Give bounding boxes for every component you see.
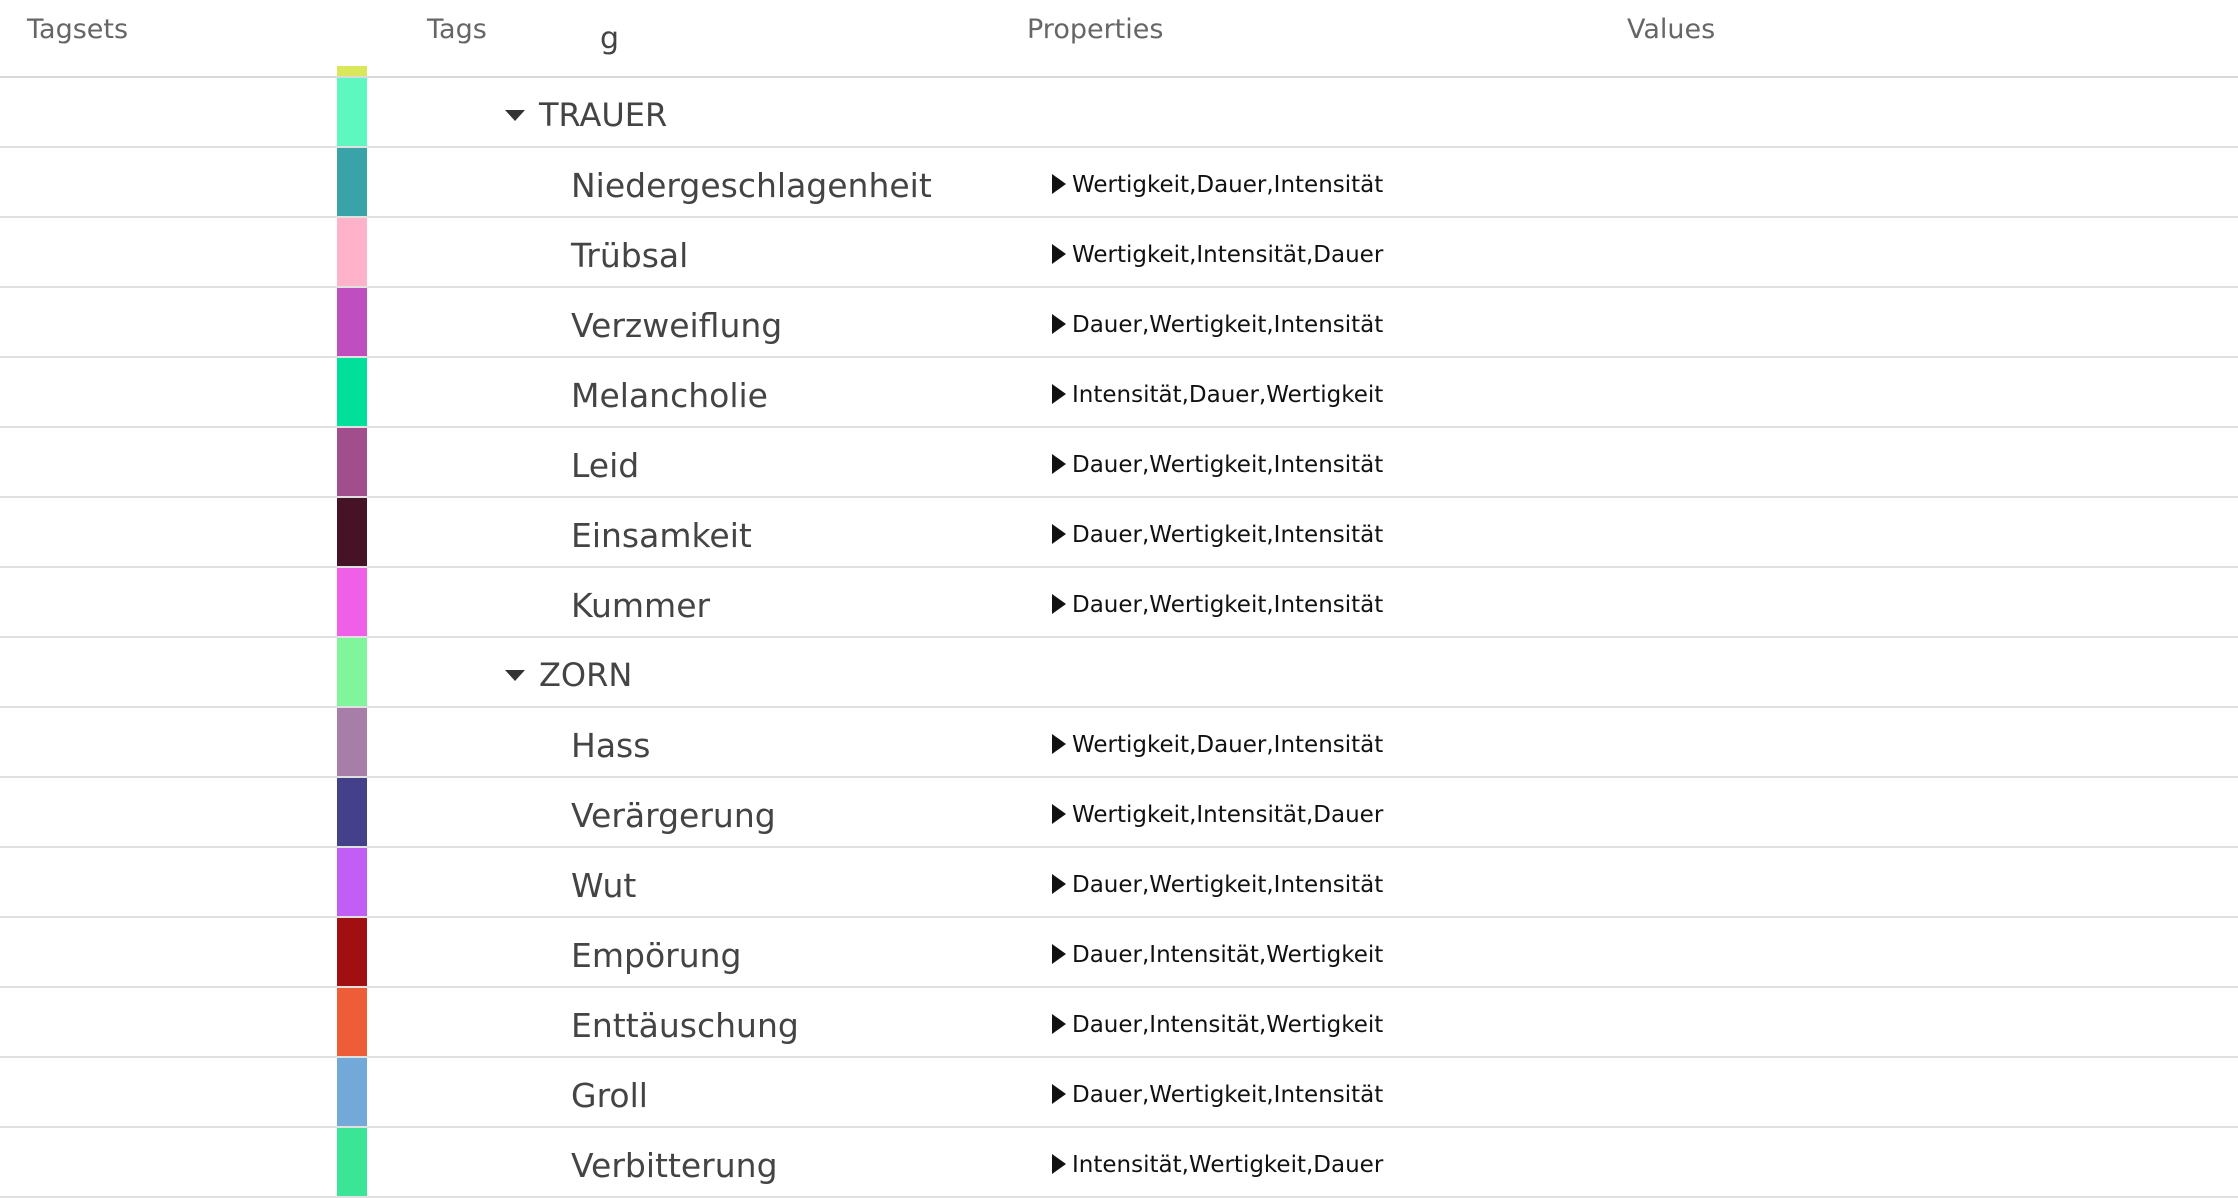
table-header: [0, 0, 2238, 78]
expand-triangle-icon[interactable]: [1052, 1154, 1066, 1174]
column-header-values[interactable]: Values: [1627, 14, 1716, 45]
properties-toggle[interactable]: [1052, 382, 1383, 408]
collapse-caret-icon[interactable]: [505, 110, 525, 121]
tag-row[interactable]: [0, 988, 2238, 1058]
collapse-caret-icon[interactable]: [505, 670, 525, 681]
tag-row[interactable]: [0, 778, 2238, 848]
tag-label: Trübsal: [571, 236, 689, 275]
tag-row[interactable]: [0, 568, 2238, 638]
properties-list: Dauer,Wertigkeit,Intensität: [1072, 452, 1384, 478]
tag-color-swatch[interactable]: [337, 708, 367, 776]
tag-row[interactable]: [0, 358, 2238, 428]
expand-triangle-icon[interactable]: [1052, 1084, 1066, 1104]
column-header-tags[interactable]: Tags: [427, 14, 487, 45]
properties-toggle[interactable]: [1052, 592, 1383, 618]
tag-color-swatch[interactable]: [337, 848, 367, 916]
properties-toggle[interactable]: [1052, 802, 1383, 828]
tag-row[interactable]: [0, 918, 2238, 988]
expand-triangle-icon[interactable]: [1052, 524, 1066, 544]
tag-row[interactable]: [0, 1128, 2238, 1198]
properties-toggle[interactable]: [1052, 942, 1383, 968]
expand-triangle-icon[interactable]: [1052, 174, 1066, 194]
tag-label: Leid: [571, 446, 640, 485]
properties-list: Dauer,Wertigkeit,Intensität: [1072, 312, 1384, 338]
properties-list: Dauer,Wertigkeit,Intensität: [1072, 592, 1384, 618]
tag-label: Melancholie: [571, 376, 768, 415]
column-header-properties[interactable]: Properties: [1027, 14, 1164, 45]
tag-color-swatch[interactable]: [337, 568, 367, 636]
tag-color-swatch[interactable]: [337, 988, 367, 1056]
properties-list: Wertigkeit,Intensität,Dauer: [1072, 802, 1384, 828]
tag-color-swatch[interactable]: [337, 78, 367, 146]
tag-color-swatch[interactable]: [337, 1058, 367, 1126]
properties-toggle[interactable]: [1052, 1152, 1383, 1178]
properties-toggle[interactable]: [1052, 872, 1383, 898]
tag-color-swatch: [337, 66, 367, 76]
tag-label: Niedergeschlagenheit: [571, 166, 932, 205]
properties-toggle[interactable]: [1052, 732, 1383, 758]
tag-row[interactable]: [0, 218, 2238, 288]
tag-color-swatch[interactable]: [337, 1128, 367, 1196]
tag-row[interactable]: [0, 148, 2238, 218]
tag-color-swatch[interactable]: [337, 918, 367, 986]
expand-triangle-icon[interactable]: [1052, 734, 1066, 754]
tag-label: Enttäuschung: [571, 1006, 799, 1045]
properties-list: Dauer,Wertigkeit,Intensität: [1072, 522, 1384, 548]
tag-group-row[interactable]: [0, 638, 2238, 708]
properties-list: Dauer,Intensität,Wertigkeit: [1072, 1012, 1384, 1038]
tag-color-swatch[interactable]: [337, 778, 367, 846]
properties-toggle[interactable]: [1052, 242, 1383, 268]
tag-label: Wut: [571, 866, 637, 905]
properties-toggle[interactable]: [1052, 452, 1383, 478]
expand-triangle-icon[interactable]: [1052, 944, 1066, 964]
tag-label: Hass: [571, 726, 651, 765]
properties-toggle[interactable]: [1052, 522, 1383, 548]
expand-triangle-icon[interactable]: [1052, 804, 1066, 824]
properties-list: Wertigkeit,Dauer,Intensität: [1072, 172, 1384, 198]
column-header-tagsets[interactable]: Tagsets: [27, 14, 129, 45]
tag-group-label: ZORN: [539, 656, 633, 694]
properties-list: Dauer,Wertigkeit,Intensität: [1072, 872, 1384, 898]
tag-color-swatch[interactable]: [337, 498, 367, 566]
properties-toggle[interactable]: [1052, 312, 1383, 338]
tag-color-swatch[interactable]: [337, 638, 367, 706]
tag-group-label: TRAUER: [539, 96, 668, 134]
expand-triangle-icon[interactable]: [1052, 1014, 1066, 1034]
tag-row[interactable]: [0, 1058, 2238, 1128]
properties-toggle[interactable]: [1052, 172, 1383, 198]
tag-label: Verbitterung: [571, 1146, 778, 1185]
properties-list: Dauer,Intensität,Wertigkeit: [1072, 942, 1384, 968]
tag-color-swatch[interactable]: [337, 428, 367, 496]
expand-triangle-icon[interactable]: [1052, 244, 1066, 264]
tag-label: Empörung: [571, 936, 742, 975]
expand-triangle-icon[interactable]: [1052, 454, 1066, 474]
tag-label: Kummer: [571, 586, 711, 625]
tag-label: Verärgerung: [571, 796, 776, 835]
tag-group-row[interactable]: [0, 78, 2238, 148]
tag-label: Groll: [571, 1076, 648, 1115]
clipped-row-label: g: [600, 21, 620, 56]
tag-row[interactable]: [0, 288, 2238, 358]
properties-list: Wertigkeit,Intensität,Dauer: [1072, 242, 1384, 268]
properties-list: Wertigkeit,Dauer,Intensität: [1072, 732, 1384, 758]
tag-label: Verzweiflung: [571, 306, 783, 345]
properties-toggle[interactable]: [1052, 1012, 1383, 1038]
expand-triangle-icon[interactable]: [1052, 314, 1066, 334]
expand-triangle-icon[interactable]: [1052, 384, 1066, 404]
tag-color-swatch[interactable]: [337, 288, 367, 356]
tag-label: Einsamkeit: [571, 516, 752, 555]
tag-row[interactable]: [0, 848, 2238, 918]
tag-row[interactable]: [0, 428, 2238, 498]
properties-toggle[interactable]: [1052, 1082, 1383, 1108]
tag-rows: [0, 78, 2238, 1198]
tag-color-swatch[interactable]: [337, 148, 367, 216]
tag-color-swatch[interactable]: [337, 218, 367, 286]
expand-triangle-icon[interactable]: [1052, 594, 1066, 614]
tag-color-swatch[interactable]: [337, 358, 367, 426]
tag-row[interactable]: [0, 498, 2238, 568]
tag-row[interactable]: [0, 708, 2238, 778]
properties-list: Intensität,Dauer,Wertigkeit: [1072, 382, 1384, 408]
properties-list: Dauer,Wertigkeit,Intensität: [1072, 1082, 1384, 1108]
properties-list: Intensität,Wertigkeit,Dauer: [1072, 1152, 1384, 1178]
expand-triangle-icon[interactable]: [1052, 874, 1066, 894]
